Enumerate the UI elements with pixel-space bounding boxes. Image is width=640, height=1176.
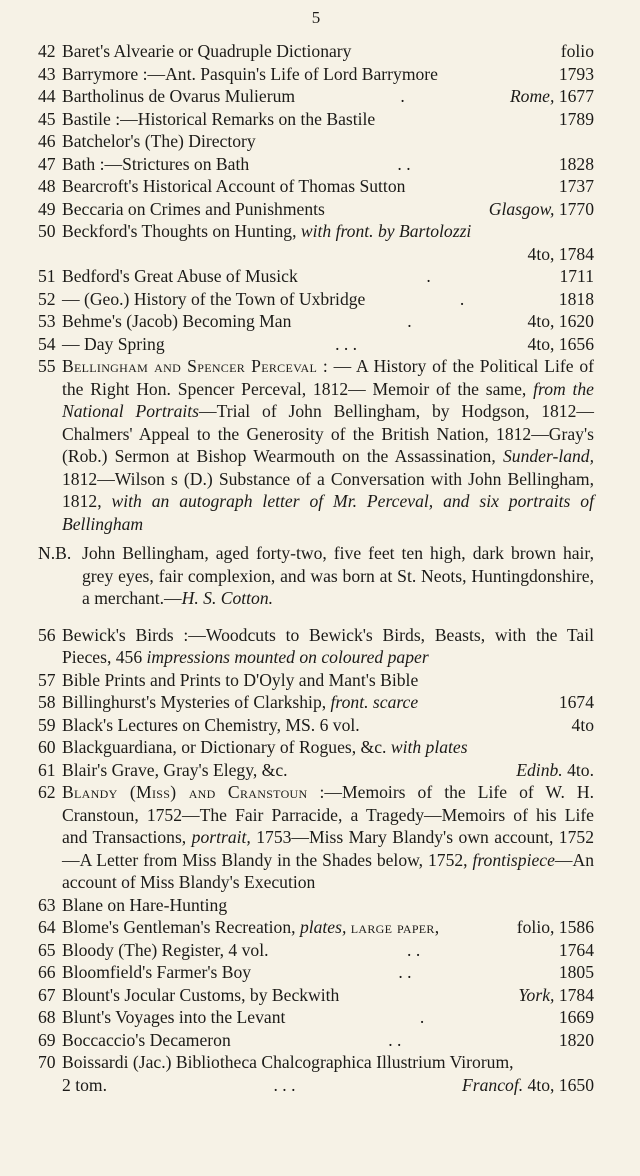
entry-list-top <box>38 40 594 355</box>
entry-number: 66 <box>38 962 56 982</box>
entry-69 <box>38 1029 594 1052</box>
entry-text: Bloody (The) Register, 4 vol. <box>62 939 269 960</box>
entry-70: 70 Boissardi (Jac.) Bibliotheca Chalcographica Illustrium Virorum, 2 tom. . . . Francof. 4to, 1650 <box>38 1052 594 1095</box>
entry-number: 43 <box>38 63 56 84</box>
entry-place: Rome, <box>509 86 555 106</box>
entry-59 <box>38 714 594 737</box>
entry-list-bottom <box>38 894 594 1052</box>
entry-date <box>559 153 594 176</box>
entry-text: Beccaria on Crimes and Punishments <box>62 198 325 219</box>
entry-47 <box>38 153 594 176</box>
entry-66 <box>38 961 594 984</box>
entry-date <box>559 63 594 86</box>
entry-number: 50 <box>38 221 56 241</box>
entry-68 <box>38 1006 594 1029</box>
entry-title: Blandy (Miss) and Cranstoun <box>62 782 308 802</box>
entry-place: Edinb. <box>516 759 563 780</box>
entry-date <box>572 714 594 737</box>
entry-year: 1818 <box>558 288 594 309</box>
entry-54 <box>38 333 594 356</box>
entry-year: 1828 <box>558 153 594 174</box>
entry-text: — Day Spring <box>62 333 165 354</box>
entry-65 <box>38 939 594 962</box>
entry-text: Bedford's Great Abuse of Musick <box>62 266 298 286</box>
entry-place: York, <box>518 984 555 1005</box>
entry-date <box>561 40 594 63</box>
entry-number: 47 <box>38 153 56 174</box>
entry-45 <box>38 108 594 131</box>
entry-63 <box>38 894 594 917</box>
entry-year: 1711 <box>559 266 594 286</box>
entry-number: 57 <box>38 669 56 690</box>
entry-number: 45 <box>38 108 56 129</box>
entry-date <box>559 108 594 131</box>
entry-year: 1793 <box>558 63 594 84</box>
entry-number: 51 <box>38 266 56 286</box>
entry-year: folio, 1586 <box>516 917 594 937</box>
entry-text: Blunt's Voyages into the Levant <box>62 1007 286 1027</box>
entry-64 <box>38 916 594 939</box>
entry-number: 53 <box>38 311 56 331</box>
entry-number: 60 <box>38 737 56 757</box>
entry-date <box>528 310 594 333</box>
entry-list-middle <box>38 624 594 782</box>
entry-67 <box>38 984 594 1007</box>
entry-text: Blackguardiana, or Dictionary of Rogues, &c. <box>62 737 387 757</box>
entry-text: Bastile :—Historical Remarks on the Bastile <box>62 108 376 129</box>
entry-number: 67 <box>38 984 56 1005</box>
entry-60 <box>38 736 594 759</box>
entry-date <box>489 198 594 221</box>
entry-49 <box>38 198 594 221</box>
entry-number: 52 <box>38 288 56 309</box>
entry-number: 42 <box>38 41 56 61</box>
dot-leader: . <box>400 86 405 106</box>
entry-46 <box>38 130 594 153</box>
entry-48 <box>38 175 594 198</box>
entry-text: Bath :—Strictures on Bath <box>62 153 250 174</box>
entry-year: 1674 <box>558 692 594 712</box>
entry-year: 1789 <box>558 108 594 129</box>
entry-date <box>559 1006 594 1029</box>
entry-title: Bellingham and Spencer Perceval <box>62 356 318 376</box>
entry-number: 62 <box>38 782 56 802</box>
entry-text: Behme's (Jacob) Becoming Man <box>62 311 292 331</box>
entry-date: 4to, 1784 <box>527 243 594 264</box>
entry-place: Glasgow, <box>488 198 555 219</box>
entry-number: 64 <box>38 917 56 937</box>
entry-text: Bloomfield's Farmer's Boy <box>62 962 252 982</box>
entry-date <box>559 265 594 288</box>
entry-number: 44 <box>38 86 56 106</box>
entry-date <box>559 691 594 714</box>
entry-51 <box>38 265 594 288</box>
entry-italic: front. scarce <box>330 692 419 712</box>
page-number: 5 <box>311 8 321 27</box>
nota-bene-note: N.B. John Bellingham, aged forty-two, five feet ten high, dark brown hair, grey eyes, fair complexion, and was born at St. Neots, Huntingdonshire, a merchant.—H. S. Cotton. <box>38 543 594 608</box>
entry-text: Batchelor's (The) Directory <box>62 131 256 151</box>
entry-text: Barrymore :—Ant. Pasquin's Life of Lord Barrymore <box>62 63 438 84</box>
entry-date <box>559 939 594 962</box>
entry-number: 61 <box>38 759 56 780</box>
dot-leader: . <box>426 266 431 286</box>
entry-year: folio <box>560 41 594 61</box>
entry-text: Black's Lectures on Chemistry, MS. 6 vol. <box>62 714 360 735</box>
dot-leader: . . <box>407 939 421 960</box>
entry-text: — (Geo.) History of the Town of Uxbridge <box>62 288 366 309</box>
entry-italic: plates, <box>299 917 347 937</box>
entry-year: 1784 <box>558 984 594 1005</box>
entry-text: Bible Prints and Prints to D'Oyly and Mant's Bible <box>62 669 419 690</box>
entry-text: Blount's Jocular Customs, by Beckwith <box>62 984 340 1005</box>
dot-leader: . . <box>398 962 412 982</box>
entry-number: 49 <box>38 198 56 219</box>
entry-year: 1770 <box>558 198 594 219</box>
entry-number: 56 <box>38 624 56 645</box>
entry-number: 54 <box>38 333 56 354</box>
entry-year: 4to. <box>567 759 594 780</box>
entry-italic: with plates <box>390 737 468 757</box>
entry-date <box>559 1029 594 1052</box>
entry-text: Boccaccio's Decameron <box>62 1029 231 1050</box>
entry-number: 70 <box>38 1052 56 1072</box>
entry-text: Blair's Grave, Gray's Elegy, &c. <box>62 759 288 780</box>
entry-year: 4to, 1620 <box>527 311 594 331</box>
entry-number: 69 <box>38 1029 56 1050</box>
entry-format: large paper, <box>350 917 440 937</box>
entry-52 <box>38 288 594 311</box>
entry-date <box>528 333 594 356</box>
entry-43 <box>38 63 594 86</box>
dot-leader: . . <box>397 153 411 174</box>
dot-leader: . <box>419 1007 425 1027</box>
entry-text: Blome's Gentleman's Recreation, <box>62 917 296 937</box>
entry-year: 1805 <box>558 962 594 982</box>
entry-year: 1764 <box>558 939 594 960</box>
dot-leader: . . <box>388 1029 402 1050</box>
entry-italic: with front. by Bartolozzi <box>300 221 472 241</box>
entry-date <box>510 85 594 108</box>
entry-44 <box>38 85 594 108</box>
entry-date <box>559 961 594 984</box>
entry-date <box>518 984 594 1007</box>
entry-text: Blane on Hare-Hunting <box>62 894 228 915</box>
entry-year: 1669 <box>558 1007 594 1027</box>
entry-year: 4to, 1656 <box>527 333 594 354</box>
entry-number: 58 <box>38 692 56 712</box>
entry-number: 55 <box>38 356 56 376</box>
entry-53 <box>38 310 594 333</box>
entry-55: 55 Bellingham and Spencer Perceval : — A History of the Political Life of the Right Hon. Spencer Perceval, 1812— Memoir of the same, from the National Portraits—Trial of John Bellingham, by Hodgson, 1812—Chalmers' Appeal to the Generosity of the British Nation, 1812—Gray's (Rob.) Sermon at Bishop Wearmouth on the Assassination, Sunder-land, 1812—Wilson s (D.) Substance of a Conversation with John Bellingham, 1812, with an autograph letter of Mr. Perceval, and six portraits of Bellingham <box>38 356 594 534</box>
entry-year: 1820 <box>558 1029 594 1050</box>
entry-year: 1737 <box>558 176 594 196</box>
entry-year: 4to <box>571 714 594 735</box>
entry-61 <box>38 759 594 782</box>
entry-text: Beckford's Thoughts on Hunting, <box>62 221 297 241</box>
entry-58 <box>38 691 594 714</box>
entry-text: Bartholinus de Ovarus Mulierum <box>62 86 296 106</box>
entry-date <box>559 175 594 198</box>
entry-date <box>517 916 594 939</box>
entry-number: 68 <box>38 1007 56 1027</box>
dot-leader: . . . <box>335 333 358 354</box>
entry-year: 1677 <box>558 86 594 106</box>
entry-50 <box>38 220 594 265</box>
entry-date <box>516 759 594 782</box>
entry-number: 46 <box>38 131 56 151</box>
entry-62: 62 Blandy (Miss) and Cranstoun :—Memoirs of the Life of W. H. Cranstoun, 1752—The Fair Parracide, a Tragedy—Memoirs of his Life and Transactions, portrait, 1753—Miss Mary Blandy's own account, 1752—A Letter from Miss Blandy in the Shades below, 1752, frontispiece—An account of Miss Blandy's Execution <box>38 782 594 892</box>
entry-57 <box>38 669 594 692</box>
entry-italic: impressions mounted on coloured paper <box>146 647 429 667</box>
entry-number: 65 <box>38 939 56 960</box>
entry-42 <box>38 40 594 63</box>
entry-text: Baret's Alvearie or Quadruple Dictionary <box>62 41 352 61</box>
entry-text: Billinghurst's Mysteries of Clarkship, <box>62 692 327 712</box>
entry-text: Bearcroft's Historical Account of Thomas Sutton <box>62 176 406 196</box>
entry-date <box>559 288 594 311</box>
entry-number: 48 <box>38 176 56 196</box>
entry-text: Bewick's Birds :—Woodcuts to Bewick's Birds, Beasts, with the Tail Pieces, 456 <box>62 624 594 667</box>
entry-number: 63 <box>38 894 56 915</box>
dot-leader: . <box>459 288 465 309</box>
dot-leader: . <box>407 311 412 331</box>
entry-number: 59 <box>38 714 56 735</box>
entry-56 <box>38 624 594 669</box>
nb-label: N.B. <box>38 543 72 563</box>
